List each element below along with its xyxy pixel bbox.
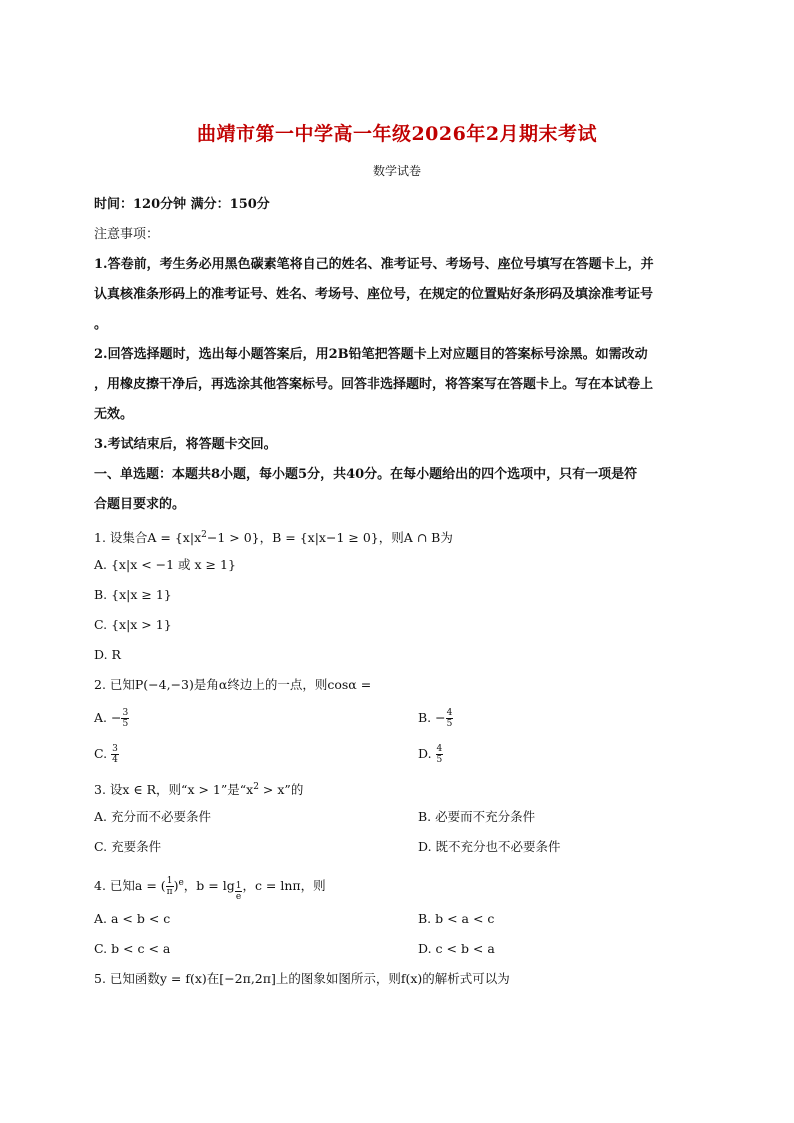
q2-option-c	[94, 744, 119, 765]
notice-item-3: 3.考试结束后，将答题卡交回。	[94, 437, 277, 452]
question-4-stem	[94, 862, 706, 904]
q1-option-c: C. {x|x > 1}	[94, 617, 172, 632]
q2-option-b	[418, 700, 453, 736]
q3-option-d: D. 既不充分也不必要条件	[418, 839, 561, 854]
q2-d-num: 4	[436, 744, 443, 754]
q2-option-d	[418, 736, 443, 772]
q1-set-rest: −1 > 0}，B = {x|x−1 ≥ 0}，则A ∩ B为	[206, 530, 453, 546]
q3-option-c: C. 充要条件	[94, 839, 162, 854]
q2-a-label: A. −	[94, 710, 122, 725]
q1-option-a: A. {x|x < −1 或 x ≥ 1}	[94, 557, 236, 572]
exam-body	[94, 190, 706, 994]
q4-frac2-num: 1	[235, 881, 242, 892]
q2-a-den: 5	[122, 719, 129, 729]
q2-a-fraction	[121, 708, 129, 729]
q3-options-row-1	[94, 802, 706, 832]
q2-b-fraction	[446, 708, 454, 729]
q1-prefix: 1. 设集合	[94, 530, 148, 546]
q3-option-a: A. 充分而不必要条件	[94, 809, 211, 824]
q3-stem-a: 3. 设x ∈ R，则“x > 1”是“x	[94, 782, 254, 798]
notice-item-1-line-1: 1.答卷前，考生务必用黑色碳素笔将自己的姓名、准考证号、考场号、座位号填写在答题卡上，并	[94, 257, 654, 272]
q3-superscript: 2	[253, 782, 259, 792]
q4-stem-d: ，c = lnπ，则	[242, 878, 326, 894]
q4-option-b: B. b < a < c	[418, 911, 495, 926]
notice-item-1-line-3: 。	[94, 317, 108, 332]
q1-set-a: A = {x|x	[147, 530, 202, 546]
exam-meta: 时间：120分钟 满分：150分	[94, 197, 270, 212]
notice-heading: 注意事项：	[94, 227, 160, 242]
q2-a-num: 3	[122, 708, 129, 718]
q4-options-row-1	[94, 904, 706, 934]
q2-c-label: C.	[94, 746, 112, 761]
question-5-stem: 5. 已知函数y = f(x)在[−2π,2π]上的图象如图所示，则f(x)的解析式可以为	[94, 971, 510, 986]
q2-c-num: 3	[112, 744, 118, 754]
q1-superscript: 2	[201, 530, 207, 540]
q3-option-b: B. 必要而不充分条件	[418, 809, 536, 824]
notice-item-2-line-1: 2.回答选择题时，选出每小题答案后，用2B铅笔把答题卡上对应题目的答案标号涂黑。如需改动	[94, 347, 648, 362]
exam-title: 曲靖市第一中学高一年级2026年2月期末考试	[196, 123, 598, 145]
question-1-stem	[94, 520, 706, 550]
question-3-stem	[94, 772, 706, 802]
exam-subtitle: 数学试卷	[372, 164, 421, 178]
notice-item-2-line-3: 无效。	[94, 407, 134, 422]
q4-option-d: D. c < b < a	[418, 941, 495, 956]
q2-d-den: 5	[436, 755, 443, 765]
q2-options-row-2	[94, 736, 706, 772]
q4-fraction-1	[166, 876, 174, 897]
q2-option-a	[94, 708, 129, 729]
q2-b-den: 5	[446, 719, 453, 729]
section-1-line-2: 合题目要求的。	[94, 497, 186, 512]
q4-stem-c: ，b = lg	[183, 878, 235, 894]
q4-option-a: A. a < b < c	[94, 911, 171, 926]
q2-b-num: 4	[446, 708, 453, 718]
notice-item-1-line-2: 认真核准条形码上的准考证号、姓名、考场号、座位号，在规定的位置贴好条形码及填涂准考证号	[94, 287, 654, 302]
q4-stem-a: 4. 已知a = (	[94, 878, 166, 894]
q3-stem-b: > x”的	[258, 782, 304, 798]
q4-options-row-2	[94, 934, 706, 964]
q3-options-row-2	[94, 832, 706, 862]
q2-d-label: D.	[418, 746, 436, 761]
q4-frac1-num: 1	[166, 876, 173, 887]
q4-stem-b: )	[173, 878, 179, 894]
q2-b-label: B. −	[418, 710, 446, 725]
q2-d-fraction	[436, 744, 444, 765]
section-1-line-1: 一、单选题：本题共8小题，每小题5分，共40分。在每小题给出的四个选项中，只有一项是符	[94, 467, 638, 482]
notice-item-2-line-2: ，用橡皮擦干净后，再选涂其他答案标号。回答非选择题时，将答案写在答题卡上。写在本试卷上	[94, 377, 654, 392]
q1-option-b: B. {x|x ≥ 1}	[94, 587, 172, 602]
question-2-stem: 2. 已知P(−4,−3)是角α终边上的一点，则cosα =	[94, 677, 372, 692]
q4-frac2-den: e	[235, 892, 242, 903]
q1-option-d: D. R	[94, 647, 121, 662]
q4-superscript: e	[178, 878, 184, 888]
q2-options-row-1	[94, 700, 706, 736]
q4-frac1-den: π	[166, 887, 173, 898]
q4-option-c: C. b < c < a	[94, 941, 171, 956]
q2-c-fraction	[111, 744, 119, 765]
q2-c-den: 4	[112, 755, 118, 765]
